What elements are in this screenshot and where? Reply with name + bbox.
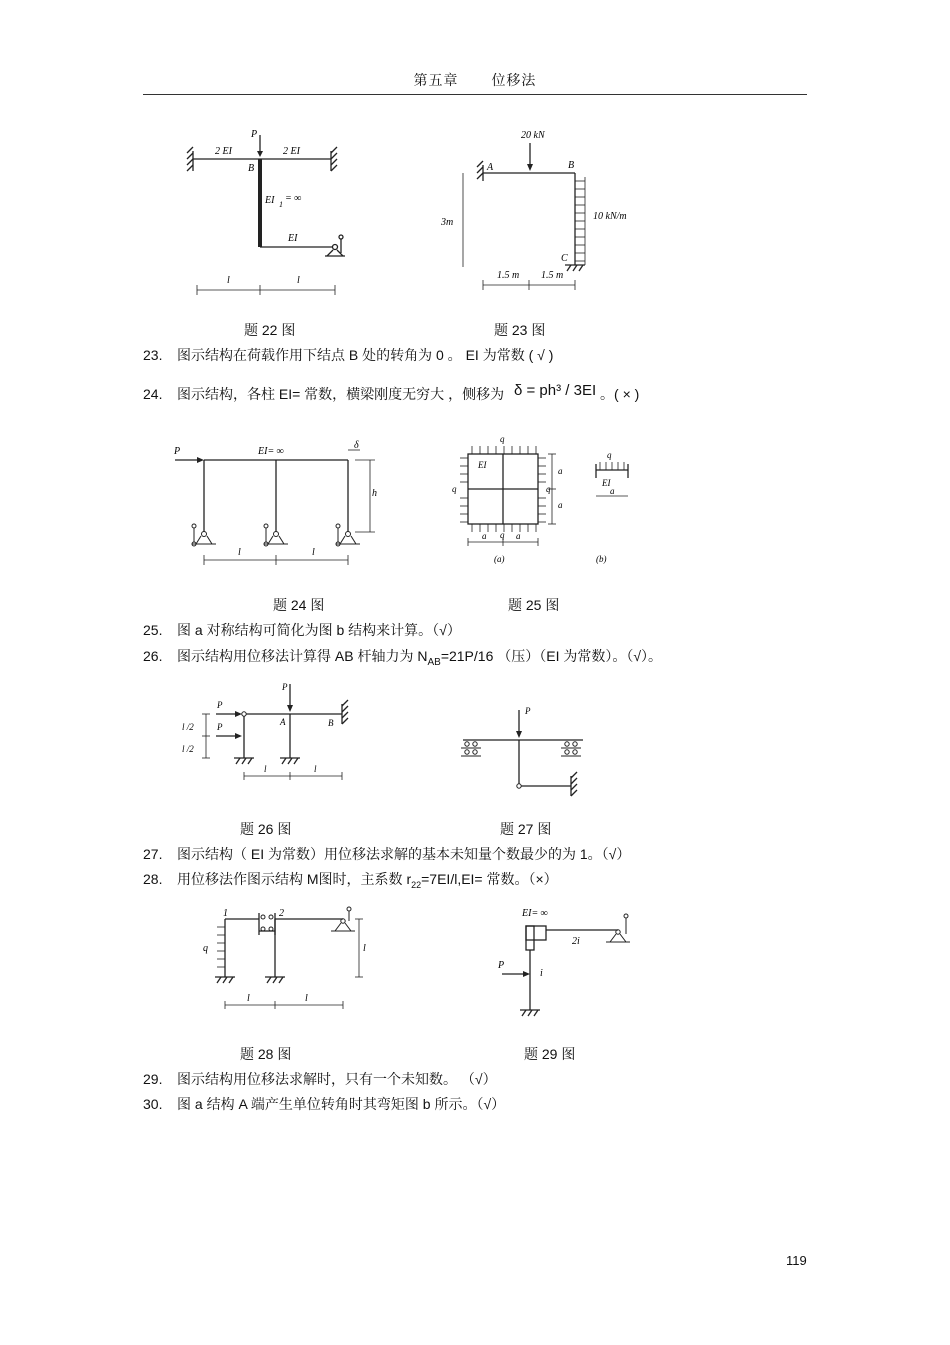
f25-ei: EI [478, 460, 487, 470]
question-25: 25. 图 a 对称结构可简化为图 b 结构来计算。（√） [143, 622, 461, 638]
page-header [0, 70, 950, 90]
f23-w1: 1.5 m [497, 270, 520, 281]
f28-n1: 1 [223, 908, 228, 919]
q24-formula: δ = ph³ / 3EI [513, 382, 597, 399]
f27-p: P [525, 706, 531, 716]
caption-29: 题 29 图 [524, 1046, 576, 1062]
question-28: 28. 用位移法作图示结构 M图时，主系数 $r_{22}=7EI/l,EI=$ 常数。（×） [143, 871, 558, 890]
f26-p-top: P [282, 682, 288, 692]
question-23: 23. 图示结构在荷载作用下结点 B 处的转角为 0 。 EI 为常数 ( √ ) [143, 347, 554, 363]
caption-26: 题 26 图 [240, 821, 292, 837]
header-rule [143, 94, 807, 95]
f24-delta: δ [354, 440, 359, 451]
f24-l2: l [312, 547, 315, 558]
f23-h: 3m [441, 217, 454, 228]
chapter-title: 位移法 [491, 72, 537, 88]
f25-a4: a [516, 531, 521, 541]
question-24: 24. 图示结构，各柱 EI= 常数，横梁刚度无穷大 ，侧移为 δ = ph³ / 3EI 。( × ) [143, 382, 640, 402]
f25-a2: a [558, 500, 563, 510]
f24-p: P [174, 446, 181, 457]
question-26: 26. 图示结构用位移法计算得 AB 杆轴力为 $N_{AB}=21P/16$ （压）（EI 为常数）。（√）。 [143, 648, 663, 668]
f26-h2: l /2 [182, 744, 194, 754]
figure-24 [170, 438, 385, 570]
chapter-label: 第五章 [413, 72, 459, 88]
f25-q-bottom: q [500, 530, 505, 540]
f28-l1: l [247, 993, 250, 1004]
f22-ei1-val: = ∞ [285, 193, 302, 204]
f25-q-left: q [452, 484, 457, 494]
question-27: 27. 图示结构（ EI 为常数）用位移法求解的基本未知量个数最少的为 1。（√） [143, 846, 631, 862]
f28-h: l [363, 943, 366, 954]
f25-sub-b: (b) [596, 554, 607, 564]
f26-b: B [328, 718, 334, 728]
figure-25 [450, 432, 645, 572]
caption-22: 题 22 图 [244, 322, 296, 338]
f29-p: P [498, 960, 505, 971]
f24-ei: EI= ∞ [258, 446, 284, 457]
f26-p1: P [217, 700, 223, 710]
f26-a: A [280, 717, 286, 727]
f25-q-top: q [500, 434, 505, 444]
f24-l1: l [238, 547, 241, 558]
f24-h: h [372, 488, 377, 499]
f28-l2: l [305, 993, 308, 1004]
caption-25: 题 25 图 [508, 597, 560, 613]
f26-l2: l [314, 764, 317, 774]
f29-ei: EI= ∞ [522, 908, 548, 919]
f22-l1: l [227, 275, 230, 286]
f23-dist: 10 kN/m [593, 211, 627, 222]
f26-l1: l [264, 764, 267, 774]
f28-q: q [203, 943, 208, 954]
f26-p2: P [217, 722, 223, 732]
f23-b: B [568, 160, 575, 171]
f25-eib: EI [602, 478, 611, 488]
caption-24: 题 24 图 [273, 597, 325, 613]
f25-qb: q [607, 450, 612, 460]
f22-ei-left: 2 EI [215, 146, 232, 157]
f25-ab: a [610, 486, 615, 496]
f22-l2: l [297, 275, 300, 286]
f22-ei1: EI [265, 195, 275, 206]
figure-27 [455, 700, 595, 800]
f25-sub-a: (a) [494, 554, 505, 564]
f26-h1: l /2 [182, 722, 194, 732]
f25-q-right: q [546, 484, 551, 494]
caption-28: 题 28 图 [240, 1046, 292, 1062]
f29-i2: 2i [572, 936, 580, 947]
figure-28 [195, 905, 375, 1015]
f25-a3: a [482, 531, 487, 541]
caption-23: 题 23 图 [494, 322, 546, 338]
f25-a1: a [558, 466, 563, 476]
f23-c: C [561, 253, 568, 264]
question-29: 29. 图示结构用位移法求解时，只有一个未知数。 （√） [143, 1071, 497, 1087]
f22-ei1-sub: 1 [279, 200, 283, 209]
f22-b-label: B [248, 163, 255, 174]
f23-w2: 1.5 m [541, 270, 564, 281]
page-number: 119 [786, 1253, 807, 1268]
f23-a: A [487, 162, 494, 173]
f28-n2: 2 [279, 908, 284, 919]
f29-i: i [540, 968, 543, 979]
f22-p-label: P [251, 129, 258, 140]
figure-23 [435, 125, 650, 295]
question-30: 30. 图 a 结构 A 端产生单位转角时其弯矩图 b 所示。（√） [143, 1096, 506, 1112]
f23-load: 20 kN [521, 130, 545, 141]
figure-22 [185, 125, 360, 300]
f22-ei-bottom: EI [288, 233, 298, 244]
caption-27: 题 27 图 [500, 821, 552, 837]
f22-ei-right: 2 EI [283, 146, 300, 157]
figure-26 [180, 680, 365, 785]
figure-29 [490, 902, 650, 1022]
